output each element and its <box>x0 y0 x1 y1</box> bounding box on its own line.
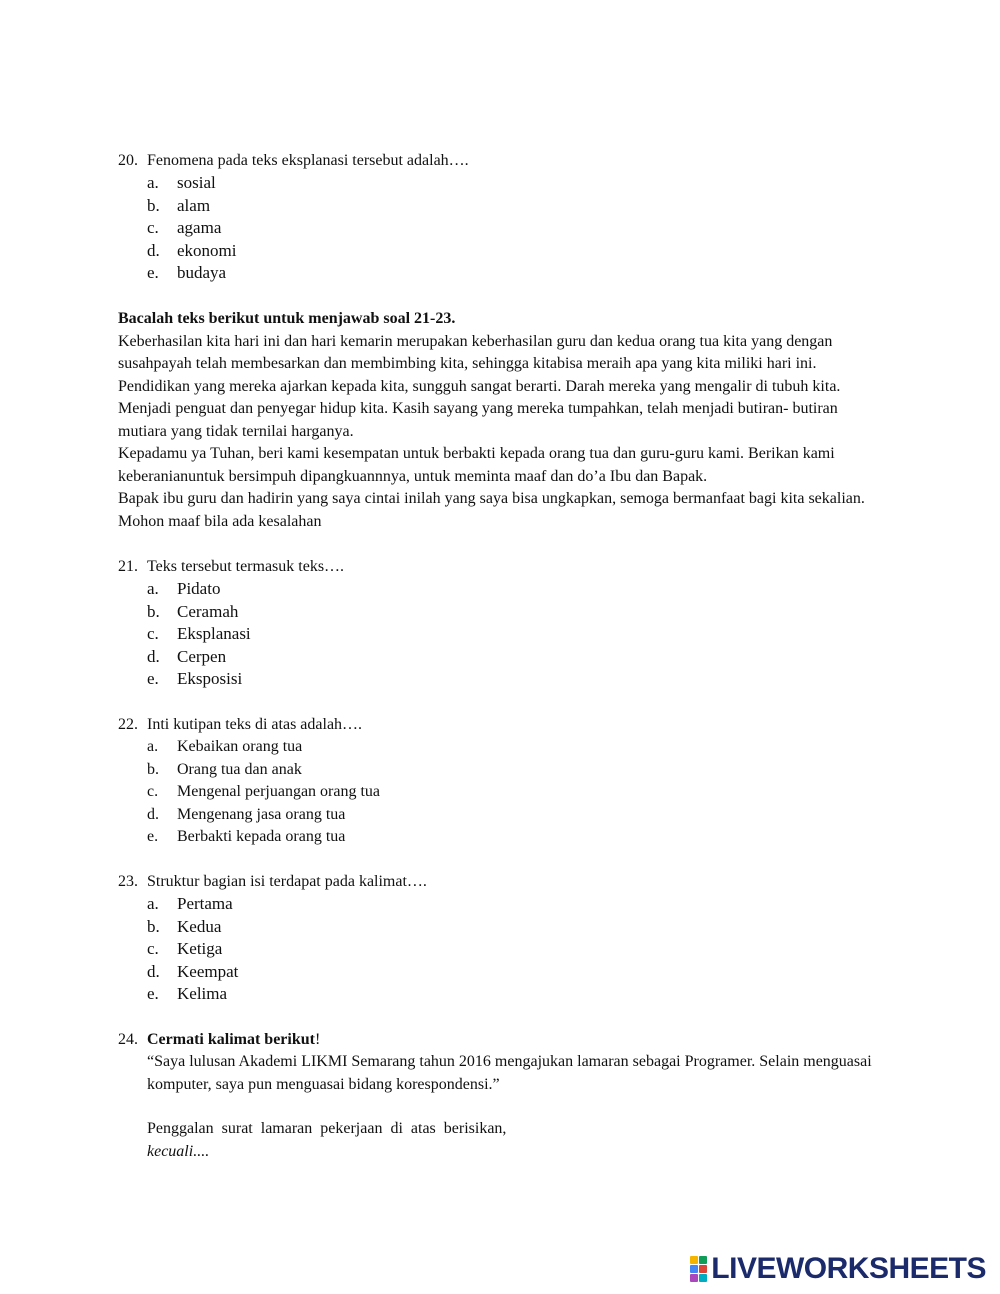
question-21 <box>118 556 888 691</box>
question-22-stem <box>118 714 888 736</box>
question-24-stem <box>118 1029 888 1051</box>
option-text: Cerpen <box>177 646 227 666</box>
option-letter: d. <box>147 240 160 260</box>
option-letter: b. <box>147 195 160 215</box>
option-letter: d. <box>147 646 160 666</box>
options-list <box>118 172 888 285</box>
question-20 <box>118 150 888 285</box>
option-text: Ketiga <box>177 939 223 959</box>
option-c <box>118 217 888 240</box>
option-letter: b. <box>147 916 160 936</box>
question-23-stem <box>118 871 888 893</box>
instruction-bold: Cermati kalimat berikut <box>147 1031 315 1048</box>
option-letter: c. <box>147 939 159 959</box>
question-number: 23. <box>118 873 138 890</box>
option-letter: e. <box>147 669 159 689</box>
option-a <box>118 578 888 601</box>
logo-text: LIVEWORKSHEETS <box>711 1252 986 1285</box>
option-letter: e. <box>147 828 159 846</box>
question-number: 21. <box>118 558 138 575</box>
option-letter: c. <box>147 624 159 644</box>
option-text: Mengenang jasa orang tua <box>177 805 346 823</box>
reading-passage <box>118 308 888 533</box>
option-text: sosial <box>177 173 216 192</box>
option-letter: c. <box>147 218 159 238</box>
liveworksheets-logo <box>690 1254 986 1284</box>
question-number: 22. <box>118 716 138 733</box>
option-b <box>118 601 888 624</box>
option-b <box>118 195 888 218</box>
passage-paragraph-4: Mohon maaf bila ada kesalahan <box>118 512 322 530</box>
option-e <box>118 983 888 1006</box>
option-c <box>118 938 888 961</box>
option-text: Kebaikan orang tua <box>177 738 303 755</box>
passage-paragraph-1: Keberhasilan kita hari ini dan hari kemarin merupakan keberhasilan guru dan kedua orang tua kita yang dengan susahpayah telah membesarkan dan membimbing kita, sehingga kitabisa meraih apa yang kita miliki hari ini. Pendidikan yang mereka ajarkan kepada kita, sungguh sangat berarti. Darah mereka yang mengalir di tubuh kita. Menjadi penguat dan penyegar hidup kita. Kasih sayang yang mereka tumpahkan, telah menjadi butiran- butiran mutiara yang tidak ternilai harganya. <box>118 332 841 440</box>
question-text: Struktur bagian isi terdapat pada kalimat…. <box>147 873 427 890</box>
question-text: Teks tersebut termasuk teks…. <box>147 558 345 575</box>
option-letter: a. <box>147 173 159 192</box>
passage-paragraph-3: Bapak ibu guru dan hadirin yang saya cintai inilah yang saya bisa ungkapkan, semoga bermanfaat bagi kita sekalian. <box>118 490 865 507</box>
option-text: budaya <box>177 263 227 283</box>
question-number: 20. <box>118 152 138 169</box>
option-b <box>118 916 888 939</box>
instruction-suffix: ! <box>314 1031 321 1048</box>
option-text: Mengenal perjuangan orang tua <box>177 783 381 801</box>
question-24 <box>118 1029 888 1163</box>
question-21-stem <box>118 556 888 578</box>
option-letter: e. <box>147 263 159 283</box>
option-letter: d. <box>147 961 160 981</box>
option-letter: a. <box>147 894 159 913</box>
question-text: Fenomena pada teks eksplanasi tersebut adalah…. <box>147 152 469 169</box>
option-e <box>118 826 888 849</box>
option-text: Orang tua dan anak <box>177 760 302 778</box>
option-text: Pidato <box>177 579 221 598</box>
option-letter: b. <box>147 760 159 778</box>
option-text: ekonomi <box>177 240 237 260</box>
option-letter: b. <box>147 601 160 621</box>
option-text: Pertama <box>177 894 233 913</box>
option-a <box>118 893 888 916</box>
option-b <box>118 759 888 782</box>
option-c <box>118 623 888 646</box>
passage-heading: Bacalah teks berikut untuk menjawab soal 21-23. <box>118 310 456 327</box>
option-letter: c. <box>147 783 159 801</box>
option-text: alam <box>177 195 211 215</box>
question-number: 24. <box>118 1031 138 1048</box>
option-letter: d. <box>147 805 159 823</box>
options-list <box>118 736 888 849</box>
question-22 <box>118 714 888 849</box>
option-text: Eksplanasi <box>177 624 251 644</box>
options-list <box>118 893 888 1006</box>
option-text: Keempat <box>177 961 239 981</box>
question-20-stem <box>118 150 888 172</box>
option-text: Kedua <box>177 916 222 936</box>
options-list <box>118 578 888 691</box>
passage-paragraph-2: Kepadamu ya Tuhan, beri kami kesempatan untuk berbakti kepada orang tua dan guru-guru kami. Berikan kami keberanianuntuk bersimpuh dipangkuannnya, untuk meminta maaf dan do’a Ibu dan Bapak. <box>118 445 835 485</box>
option-d <box>118 961 888 984</box>
option-text: Kelima <box>177 984 228 1004</box>
option-letter: a. <box>147 579 159 598</box>
option-e <box>118 262 888 285</box>
option-text: Eksposisi <box>177 669 243 689</box>
question-prompt-italic: kecuali.... <box>147 1142 210 1160</box>
question-instruction <box>147 1029 888 1051</box>
option-text: agama <box>177 218 222 238</box>
option-text: Berbakti kepada orang tua <box>177 828 346 846</box>
question-prompt: Penggalan surat lamaran pekerjaan di atas berisikan, <box>147 1120 507 1137</box>
option-d <box>118 804 888 827</box>
logo-mark-icon <box>690 1256 707 1282</box>
option-letter: e. <box>147 984 159 1004</box>
question-text: Inti kutipan teks di atas adalah…. <box>147 716 363 733</box>
quoted-sentence: “Saya lulusan Akademi LIKMI Semarang tahun 2016 mengajukan lamaran sebagai Programer. Selain menguasai komputer, saya pun menguasai bidang korespondensi.” <box>147 1053 872 1093</box>
option-d <box>118 240 888 263</box>
option-a <box>118 736 888 759</box>
question-23 <box>118 871 888 1006</box>
option-e <box>118 668 888 691</box>
option-a <box>118 172 888 195</box>
option-letter: a. <box>147 738 159 755</box>
option-c <box>118 781 888 804</box>
option-d <box>118 646 888 669</box>
option-text: Ceramah <box>177 601 239 621</box>
